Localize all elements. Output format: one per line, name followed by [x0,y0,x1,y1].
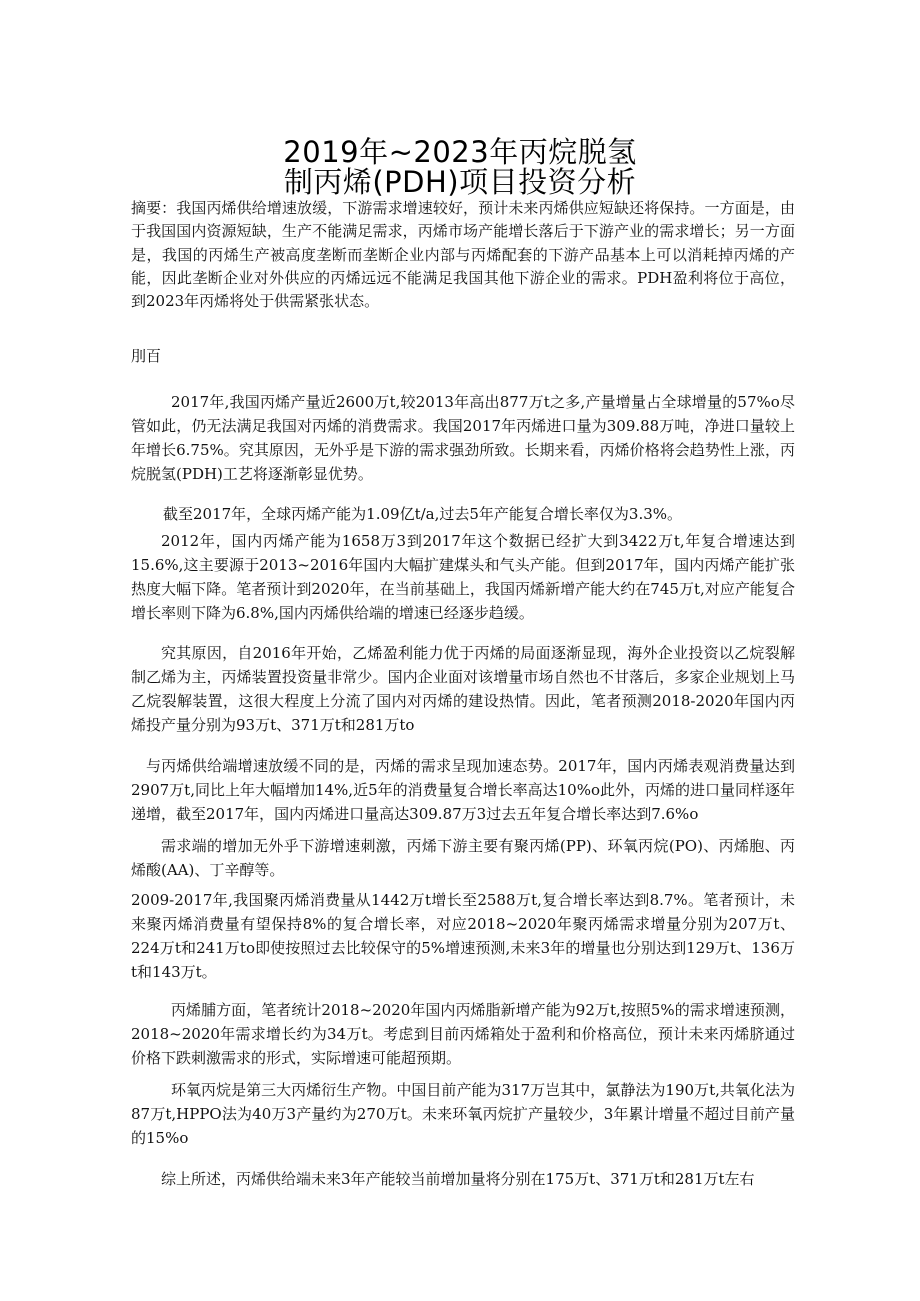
section-heading-foreword: 刖百 [131,347,162,365]
body-paragraph: 与丙烯供给端增速放缓不同的是，丙烯的需求呈现加速态势。2017年，国内丙烯表观消费量达到2907万t,同比上年大幅增加14%,近5年的消费量复合增长率高达10%o此外，丙烯的进口量同样逐年递增，截至2017年，国内丙烯进口量高达309.87万3过去五年复合增长率达到7.6%o [131,757,795,823]
body-paragraph: 需求端的增加无外乎下游增速刺激，丙烯下游主要有聚丙烯(PP)、环氧丙烷(PO)、丙烯胞、丙烯酸(AA)、丁辛醇等。 [131,837,795,879]
document-title-line-1: 2019年~2023年丙烷脱氢 [283,135,637,169]
body-paragraph: 丙烯脯方面，笔者统计2018~2020年国内丙烯脂新增产能为92万t,按照5%的需求增速预测，2018~2020年需求增长约为34万t。考虑到目前丙烯箱处于盈利和价格高位，预计未来丙烯脐通过价格下跌刺激需求的形式，实际增速可能超预期。 [131,1001,795,1067]
abstract-paragraph: 摘要：我国丙烯供给增速放缓，下游需求增速较好，预计未来丙烯供应短缺还将保持。一方面是，由于我国国内资源短缺，生产不能满足需求，丙烯市场产能增长落后于下游产业的需求增长；另一方面是，我国的丙烯生产被高度垄断而垄断企业内部与丙烯配套的下游产品基本上可以消耗掉丙烯的产能，因此垄断企业对外供应的丙烯远远不能满足我国其他下游企业的需求。PDH盈利将位于高位，到2023年丙烯将处于供需紧张状态。 [131,199,795,311]
body-paragraph: 2012年，国内丙烯产能为1658万3到2017年这个数据已经扩大到3422万t,年复合增速达到15.6%,这主要源于2013~2016年国内大幅扩建煤头和气头产能。但到2017年，国内丙烯产能扩张热度大幅下降。笔者预计到2020年，在当前基础上，我国丙烯新增产能大约在745万t,对应产能复合增长率则下降为6.8%,国内丙烯供给端的增速已经逐步趋缓。 [131,532,795,622]
body-paragraph: 综上所述，丙烯供给端未来3年产能较当前增加量将分别在175万t、371万t和281万t左右 [161,1170,755,1188]
body-paragraph: 环氧丙烷是第三大丙烯衍生产物。中国目前产能为317万岂其中，氯静法为190万t,共氧化法为87万t,HPPO法为40万3产量约为270万t。未来环氧丙烷扩产量较少，3年累计增量不超过目前产量的15%o [131,1081,795,1147]
body-paragraph: 究其原因，自2016年开始，乙烯盈利能力优于丙烯的局面逐渐显现，海外企业投资以乙烷裂解制乙烯为主，丙烯装置投资量非常少。国内企业面对该增量市场自然也不甘落后，多家企业规划上马乙烷裂解装置，这很大程度上分流了国内对丙烯的建设热情。因此，笔者预测2018-2020年国内丙烯投产量分别为93万t、371万t和281万to [131,644,795,734]
body-paragraph: 2017年,我国丙烯产量近2600万t,较2013年高出877万t之多,产量增量占全球增量的57%o尽管如此，仍无法满足我国对丙烯的消费需求。我国2017年丙烯进口量为309.88万吨，净进口量较上年增长6.75%。究其原因，无外乎是下游的需求强劲所致。长期来看，丙烯价格将会趋势性上涨，丙烷脱氢(PDH)工艺将逐渐彰显优势。 [131,393,795,483]
body-paragraph: 2009-2017年,我国聚丙烯消费量从1442万t增长至2588万t,复合增长率达到8.7%。笔者预计，未来聚丙烯消费量有望保持8%的复合增长率，对应2018~2020年聚丙烯需求增量分别为207万t、224万t和241万to即使按照过去比较保守的5%增速预测,未来3年的增量也分别达到129万t、136万t和143万t。 [131,891,795,981]
body-paragraph: 截至2017年，全球丙烯产能为1.09亿t/a,过去5年产能复合增长率仅为3.3%。 [163,505,683,523]
document-title-line-2: 制丙烯(PDH)项目投资分析 [283,165,637,199]
